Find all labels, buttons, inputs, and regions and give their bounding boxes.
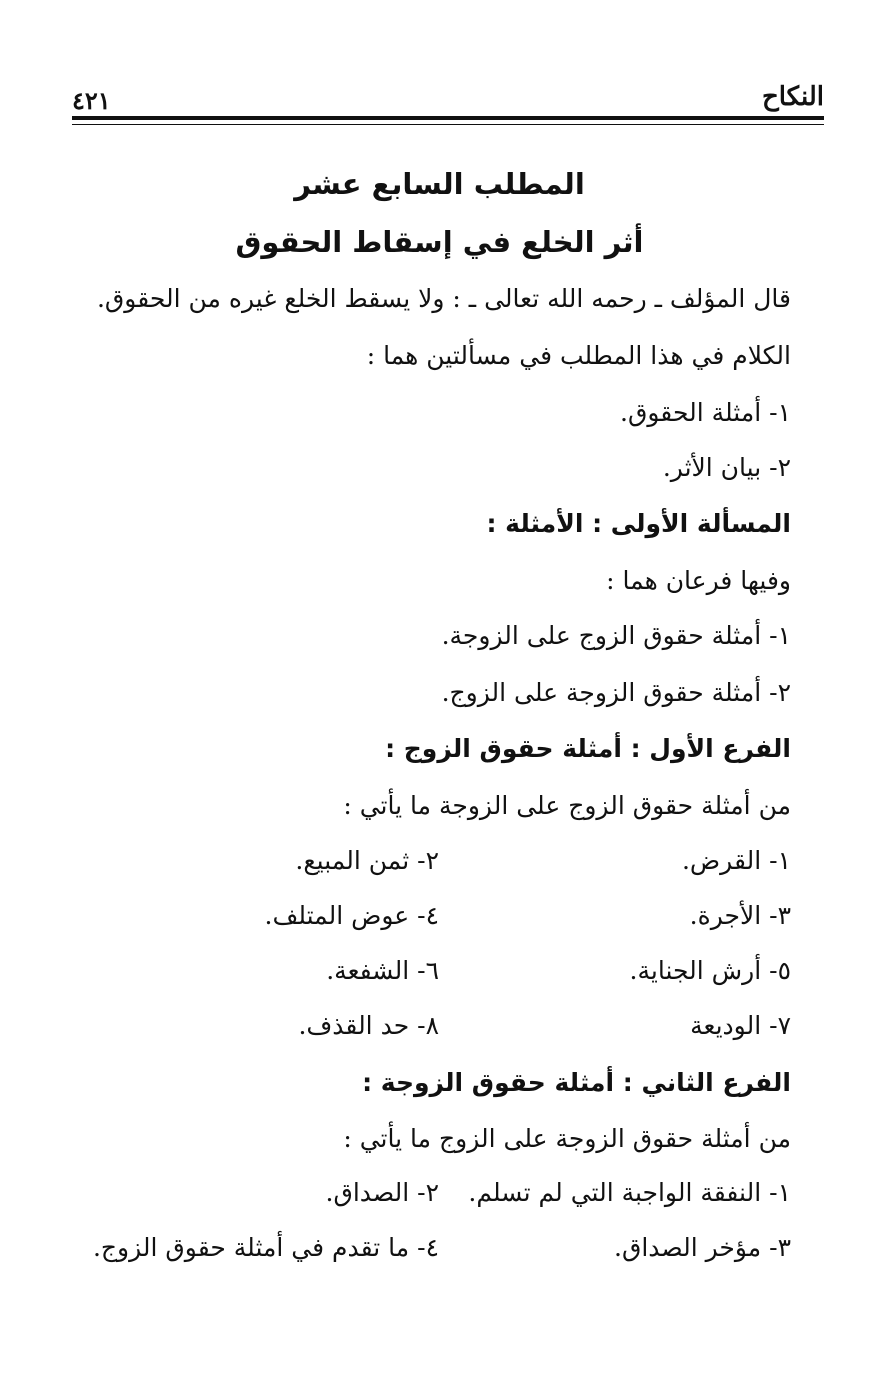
branch-intro: من أمثلة حقوق الزوجة على الزوج ما يأتي :: [343, 1124, 791, 1153]
list-item: ٨- حد القذف.: [298, 1011, 439, 1040]
list-item: ١- النفقة الواجبة التي لم تسلم.: [468, 1178, 791, 1207]
list-item: ٤- ما تقدم في أمثلة حقوق الزوج.: [92, 1233, 439, 1262]
list-item: ٧- الوديعة: [690, 1011, 791, 1040]
intro-line: قال المؤلف ـ رحمه الله تعالى ـ : ولا يسقط الخلع غيره من الحقوق.: [96, 284, 791, 313]
list-item: ٦- الشفعة.: [326, 956, 439, 985]
issue-heading: المسألة الأولى : الأمثلة :: [486, 509, 791, 538]
running-title: النكاح: [761, 82, 824, 112]
branch-intro: من أمثلة حقوق الزوج على الزوجة ما يأتي :: [343, 791, 791, 820]
section-subtitle: أثر الخلع في إسقاط الحقوق: [235, 225, 644, 259]
section-title: المطلب السابع عشر: [294, 167, 585, 201]
running-header: [72, 78, 824, 118]
list-item: ٢- ثمن المبيع.: [295, 846, 439, 875]
list-item: ٤- عوض المتلف.: [264, 901, 439, 930]
header-rule-thin: [72, 124, 824, 125]
branch-heading: الفرع الثاني : أمثلة حقوق الزوجة :: [362, 1068, 791, 1097]
intro-line: الكلام في هذا المطلب في مسألتين هما :: [366, 341, 791, 370]
list-item: ٢- الصداق.: [325, 1178, 439, 1207]
branch-heading: الفرع الأول : أمثلة حقوق الزوج :: [385, 734, 791, 763]
intro-line: ٢- بيان الأثر.: [662, 453, 791, 482]
list-item: ٣- الأجرة.: [689, 901, 791, 930]
issue-line: ٢- أمثلة حقوق الزوجة على الزوج.: [441, 678, 791, 707]
list-item: ٣- مؤخر الصداق.: [614, 1233, 791, 1262]
header-rule-thick: [72, 116, 824, 120]
issue-line: وفيها فرعان هما :: [606, 566, 791, 595]
list-item: ٥- أرش الجناية.: [629, 956, 791, 985]
page-number: ٤٢١: [72, 86, 111, 115]
issue-line: ١- أمثلة حقوق الزوج على الزوجة.: [441, 621, 791, 650]
list-item: ١- القرض.: [681, 846, 791, 875]
intro-line: ١- أمثلة الحقوق.: [620, 398, 791, 427]
